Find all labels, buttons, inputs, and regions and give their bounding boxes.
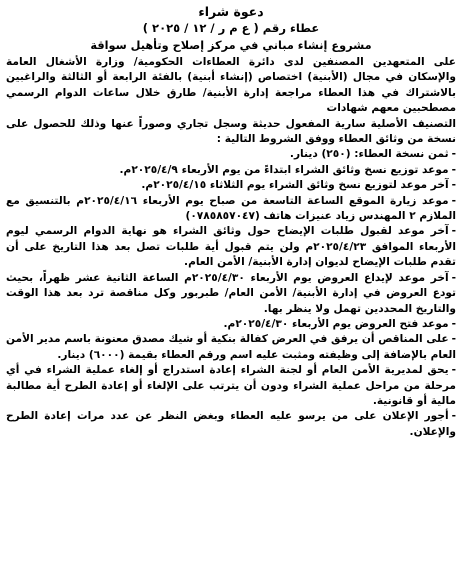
intro-paragraph: على المتعهدين المصنفين لدى دائرة العطاءات الحكومية/ وزارة الأشغال العامة والإسكان في مجال (الأبنية) اختصاص (إنشاء أبنية) بالفئة الرابعة أو الثالثة والراغبين بالاشتراك في هذا العطاء مراجعة إدارة الأبنية/ طارق خلال ساعات الدوام الرسمي مصطحبين معهم شهادات	[6, 56, 456, 115]
condition-text: آخر موعد لتوزيع نسخ وثائق الشراء يوم الثلاثاء ٢٠٢٥/٤/١٥م.	[141, 179, 449, 192]
bullet-dash: -	[451, 333, 456, 346]
condition-item	[6, 163, 456, 178]
condition-item	[6, 363, 456, 409]
condition-text: على المناقص أن يرفق في العرض كفالة بنكية أو شيك مصدق معنونة باسم مدير الأمن العام بالإضافة إلى وظيفته ومثبت عليه اسم ورقم العطاء بقيمة (٦٠٠٠) دينار.	[6, 333, 456, 361]
bullet-dash: -	[451, 163, 456, 176]
condition-text: يحق لمديرية الأمن العام أو لجنة الشراء إعادة استدراج أو إلغاء عملية الشراء في أي مرحلة من مراحل عملية الشراء ودون أن يترتب على الإلغاء أو إعادة الطرح أية مطالبة مالية أو قانونية.	[6, 364, 456, 407]
bullet-dash: -	[451, 364, 456, 377]
condition-text: موعد توزيع نسخ وثائق الشراء ابتداءً من يوم الأربعاء ٢٠٢٥/٤/٩م.	[119, 163, 449, 176]
bullet-dash: -	[451, 271, 456, 284]
bullet-dash: -	[451, 179, 456, 192]
condition-item	[6, 317, 456, 332]
condition-item	[6, 194, 456, 225]
condition-text: موعد زيارة الموقع الساعة التاسعة من صباح يوم الأربعاء ٢٠٢٥/٤/١٦م بالتنسيق مع الملازم ٢ المهندس زياد عنيزات هاتف (٠٧٨٥٨٥٧٠٤٧)	[6, 194, 456, 223]
conditions-intro: التصنيف الأصلية سارية المفعول حديثة وسجل تجاري وصوراً عنها وذلك للحصول على نسخة من وثائق العطاء ووفق الشروط التالية :	[6, 117, 456, 146]
condition-text: أجور الإعلان على من يرسو عليه العطاء وبغض النظر عن عدد مرات إعادة الطرح والإعلان.	[6, 410, 456, 438]
condition-text: ثمن نسخة العطاء: (٢٥٠) دينار.	[289, 148, 449, 161]
condition-item	[6, 147, 456, 162]
bullet-dash: -	[451, 317, 456, 330]
condition-item	[6, 409, 456, 440]
condition-item	[6, 224, 456, 270]
condition-item	[6, 178, 456, 193]
bullet-dash: -	[451, 194, 456, 207]
condition-item	[6, 332, 456, 363]
condition-text: موعد فتح العروض يوم الأربعاء ٢٠٢٥/٤/٣٠م.	[223, 317, 449, 330]
project-title: مشروع إنشاء مباني في مركز إصلاح وتأهيل سواقة	[90, 39, 372, 52]
condition-text: آخر موعد لإيداع العروض يوم الأربعاء ٢٠٢٥/٤/٣٠م الساعة الثانية عشر ظهراً، بحيث تودع العروض في إدارة الأبنية/ الأمن العام/ طبربور وكل مناقصة ترد بعد هذا الوقت والتاريخ المحددين تهمل ولا ينظر بها.	[6, 271, 456, 315]
tender-number: عطاء رقم ( ع م ر / ١٢ / ٢٠٢٥ )	[142, 21, 320, 35]
bullet-dash: -	[451, 148, 456, 161]
condition-text: آخر موعد لقبول طلبات الإيضاح حول وثائق الشراء هو نهاية الدوام الرسمي ليوم الأربعاء الموافق ٢٠٢٥/٤/٢٣م ولن يتم قبول أية طلبات تصل بعد هذا التاريخ على أن تقدم طلبات الإيضاح لديوان إدارة الأبنية/ الأمن العام.	[6, 225, 456, 269]
condition-item	[6, 271, 456, 317]
bullet-dash: -	[451, 225, 456, 238]
notice-heading: دعوة شراء	[198, 4, 264, 19]
conditions-list	[6, 147, 456, 440]
bullet-dash: -	[451, 410, 456, 423]
